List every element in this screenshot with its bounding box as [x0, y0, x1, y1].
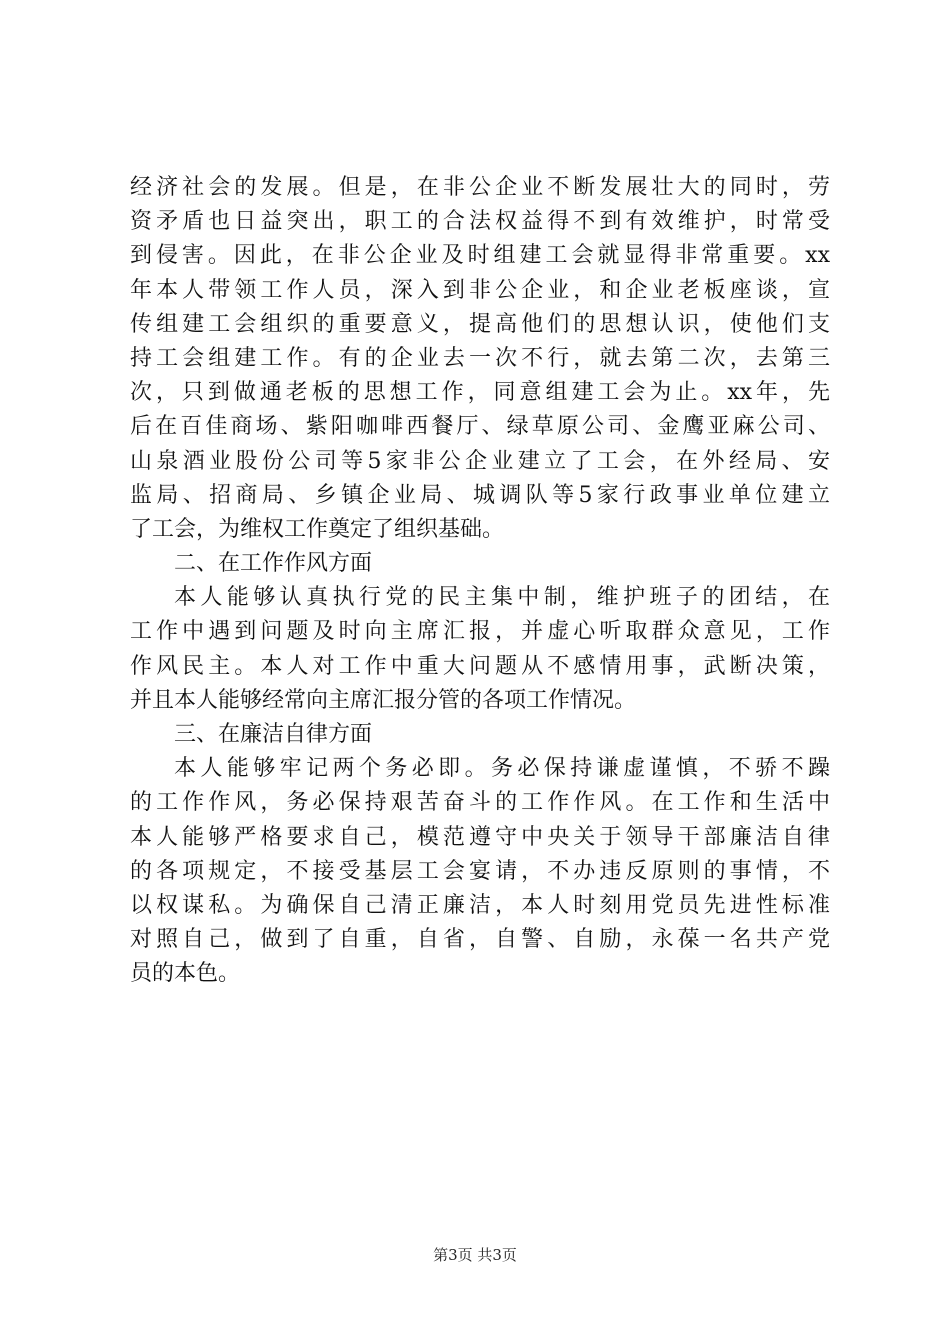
- text-line: 经济社会的发展。但是，在非公企业不断发展壮大的同时，劳: [130, 175, 830, 200]
- text-line: 持工会组建工作。有的企业去一次不行，就去第二次，去第三: [130, 345, 830, 371]
- paragraph-work-style: [130, 581, 830, 718]
- text-line: 山泉酒业股份公司等5家非公企业建立了工会，在外经局、安: [130, 448, 830, 474]
- text-line: 的工作作风，务必保持艰苦奋斗的工作作风。在工作和生活中: [130, 790, 830, 816]
- text-line: 本人能够认真执行党的民主集中制，维护班子的团结，在: [174, 585, 830, 611]
- page-number-footer: 第3页 共3页: [433, 1246, 517, 1264]
- text-line: 本人能够牢记两个务必即。务必保持谦虚谨慎，不骄不躁: [174, 756, 830, 782]
- text-line: 监局、招商局、乡镇企业局、城调队等5家行政事业单位建立: [130, 482, 830, 508]
- text-line: 并且本人能够经常向主席汇报分管的各项工作情况。: [130, 687, 637, 713]
- text-line: 工作中遇到问题及时向主席汇报，并虚心听取群众意见，工作: [130, 619, 830, 645]
- text-line: 本人能够严格要求自己，模范遵守中央关于领导干部廉洁自律: [130, 824, 830, 850]
- text-line: 资矛盾也日益突出，职工的合法权益得不到有效维护，时常受: [130, 209, 830, 235]
- text-line: 后在百佳商场、紫阳咖啡西餐厅、绿草原公司、金鹰亚麻公司、: [130, 414, 830, 440]
- text-line: 传组建工会组织的重要意义，提高他们的思想认识，使他们支: [130, 311, 830, 337]
- text-line: 年本人带领工作人员，深入到非公企业，和企业老板座谈，宣: [130, 277, 830, 303]
- text-line: 作风民主。本人对工作中重大问题从不感情用事，武断决策，: [130, 653, 830, 679]
- text-line: 的各项规定，不接受基层工会宴请，不办违反原则的事情，不: [130, 858, 830, 884]
- section-heading-integrity: 三、在廉洁自律方面: [174, 722, 373, 747]
- paragraph-union-building: [130, 171, 830, 547]
- text-line: 员的本色。: [130, 961, 241, 987]
- text-line: 到侵害。因此，在非公企业及时组建工会就显得非常重要。xx: [130, 243, 830, 269]
- paragraph-integrity: [130, 752, 830, 991]
- section-heading-work-style: 二、在工作作风方面: [174, 551, 373, 577]
- document-body: [130, 171, 830, 992]
- text-line: 次，只到做通老板的思想工作，同意组建工会为止。xx年，先: [130, 380, 830, 406]
- text-line: 以权谋私。为确保自己清正廉洁，本人时刻用党员先进性标准: [130, 892, 830, 918]
- text-line: 对照自己，做到了自重，自省，自警、自励，永葆一名共产党: [130, 927, 830, 953]
- text-line: 了工会，为维权工作奠定了组织基础。: [130, 516, 505, 542]
